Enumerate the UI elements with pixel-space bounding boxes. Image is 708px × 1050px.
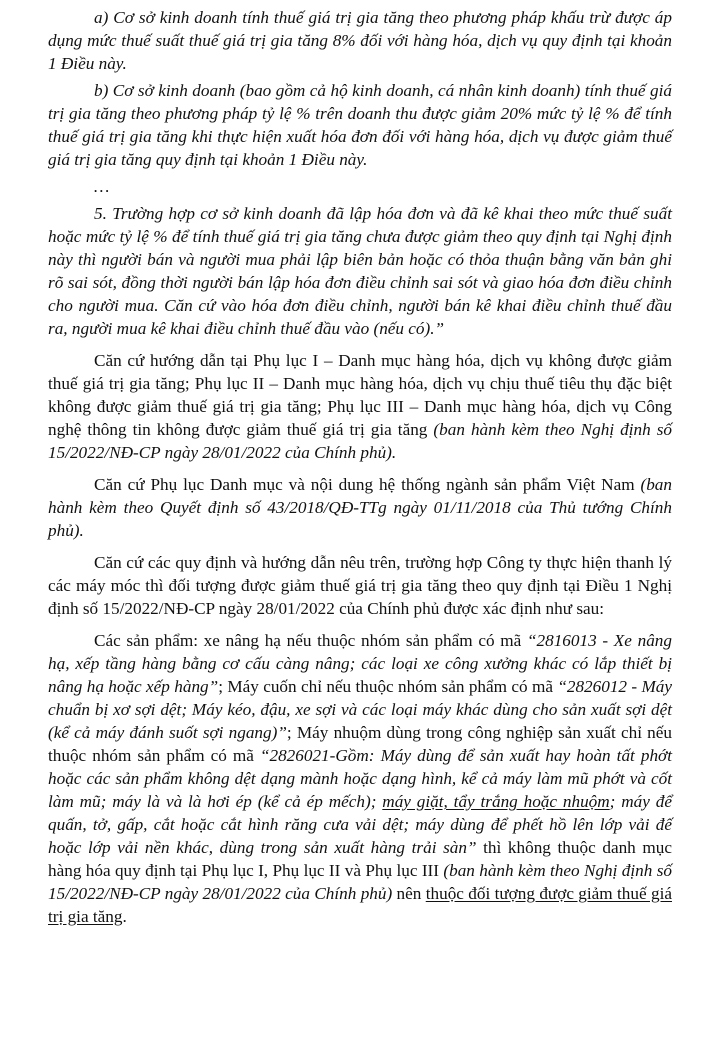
decree-reference: (ban hành kèm theo Nghị định số 15/2022/NĐ-CP ngày 28/01/2022 của Chính phủ) <box>48 861 672 903</box>
product-code-2816013: “2816013 - Xe nâng hạ, xếp tầng hàng bằng cơ cấu càng nâng; các loại xe công xưởng khác có lắp thiết bị nâng hạ hoặc xếp hàng” <box>48 631 672 696</box>
conclusion-paragraph <box>48 629 672 928</box>
basis-product-list-reference: (ban hành kèm theo Quyết định số 43/2018/QĐ-TTg ngày 01/11/2018 của Thủ tướng Chính phủ). <box>48 475 672 540</box>
basis-regulation-paragraph: Căn cứ các quy định và hướng dẫn nêu trên, trường hợp Công ty thực hiện thanh lý các máy móc thì đối tượng được giảm thuế giá trị gia tăng theo quy định tại Điều 1 Nghị định số 15/2022/NĐ-CP ngày 28/01/2022 của Chính phủ được xác định như sau: <box>48 553 672 618</box>
conclusion-text-1: Các sản phẩm: xe nâng hạ nếu thuộc nhóm sản phẩm có mã <box>94 631 527 650</box>
quote-item-5: 5. Trường hợp cơ sở kinh doanh đã lập hóa đơn và đã kê khai theo mức thuế suất hoặc mức tỷ lệ % để tính thuế giá trị gia tăng chưa được giảm theo quy định tại Nghị định này thì người bán và người mua phải lập biên bản hoặc có thỏa thuận bằng văn bản ghi rõ sai sót, đồng thời người bán lập hóa đơn điều chỉnh sai sót và giao hóa đơn điều chỉnh cho người mua. Căn cứ vào hóa đơn điều chỉnh, người bán kê khai điều chỉnh thuế đầu ra, người mua kê khai điều chỉnh thuế đầu vào (nếu có).” <box>48 204 672 338</box>
ellipsis: … <box>94 177 110 196</box>
underlined-washing-machine: máy giặt, tẩy trắng hoặc nhuộm <box>382 792 610 811</box>
basis-appendix-text: Căn cứ hướng dẫn tại Phụ lục I – Danh mục hàng hóa, dịch vụ không được giảm thuế giá trị gia tăng; Phụ lục II – Danh mục hàng hóa, dịch vụ chịu thuế tiêu thụ đặc biệt không được giảm thuế giá trị gia tăng; Phụ lục III – Danh mục hàng hóa, dịch vụ Công nghệ thông tin không được giảm thuế giá trị gia tăng <box>48 351 672 439</box>
conclusion-text-3: ; Máy nhuộm dùng trong công nghiệp sản xuất chỉ nếu thuộc nhóm sản phẩm có mã <box>48 723 672 765</box>
basis-product-list-paragraph <box>48 473 672 542</box>
basis-appendix-paragraph <box>48 349 672 464</box>
basis-appendix-reference: (ban hành kèm theo Nghị định số 15/2022/NĐ-CP ngày 28/01/2022 của Chính phủ). <box>48 420 672 462</box>
conclusion-end: . <box>122 907 127 926</box>
conclusion-text-4: thì không thuộc danh mục hàng hóa quy định tại Phụ lục I, Phụ lục II và Phụ lục III <box>48 838 672 880</box>
quote-item-a: a) Cơ sở kinh doanh tính thuế giá trị gia tăng theo phương pháp khấu trừ được áp dụng mức thuế suất thuế giá trị gia tăng 8% đối với hàng hóa, dịch vụ quy định tại khoản 1 Điều này. <box>48 8 672 73</box>
conclusion-text-2: ; Máy cuốn chỉ nếu thuộc nhóm sản phẩm có mã <box>218 677 558 696</box>
product-code-2826021-end: ; máy để quấn, tở, gấp, cắt hoặc cắt hình răng cưa vải dệt; máy dùng để phết hồ lên lớp vải đế hoặc lớp vải nền khác, dùng trong sản xuất hàng trải sàn” <box>48 792 672 857</box>
underlined-conclusion: thuộc đối tượng được giảm thuế giá trị gia tăng <box>48 884 672 926</box>
conclusion-text-5: nên <box>392 884 426 903</box>
product-code-2826021: “2826021-Gồm: Máy dùng để sản xuất hay hoàn tất phớt hoặc các sản phẩm không dệt dạng mành hoặc dạng hình, kể cả máy làm mũ phớt và cốt làm mũ; máy là và là hơi ép (kể cả ép mếch); <box>48 746 673 811</box>
basis-product-list-text: Căn cứ Phụ lục Danh mục và nội dung hệ thống ngành sản phẩm Việt Nam <box>94 475 641 494</box>
quote-item-b: b) Cơ sở kinh doanh (bao gồm cả hộ kinh doanh, cá nhân kinh doanh) tính thuế giá trị gia tăng theo phương pháp tỷ lệ % trên doanh thu được giảm 20% mức tỷ lệ % để tính thuế giá trị gia tăng khi thực hiện xuất hóa đơn đối với hàng hóa, dịch vụ được giảm thuế giá trị gia tăng quy định tại khoản 1 Điều này. <box>48 81 672 169</box>
product-code-2826012: “2826012 - Máy chuẩn bị xơ sợi dệt; Máy kéo, đậu, xe sợi và các loại máy khác dùng cho sản xuất sợi dệt (kể cả máy đánh suốt sợi ngang)” <box>48 677 673 742</box>
